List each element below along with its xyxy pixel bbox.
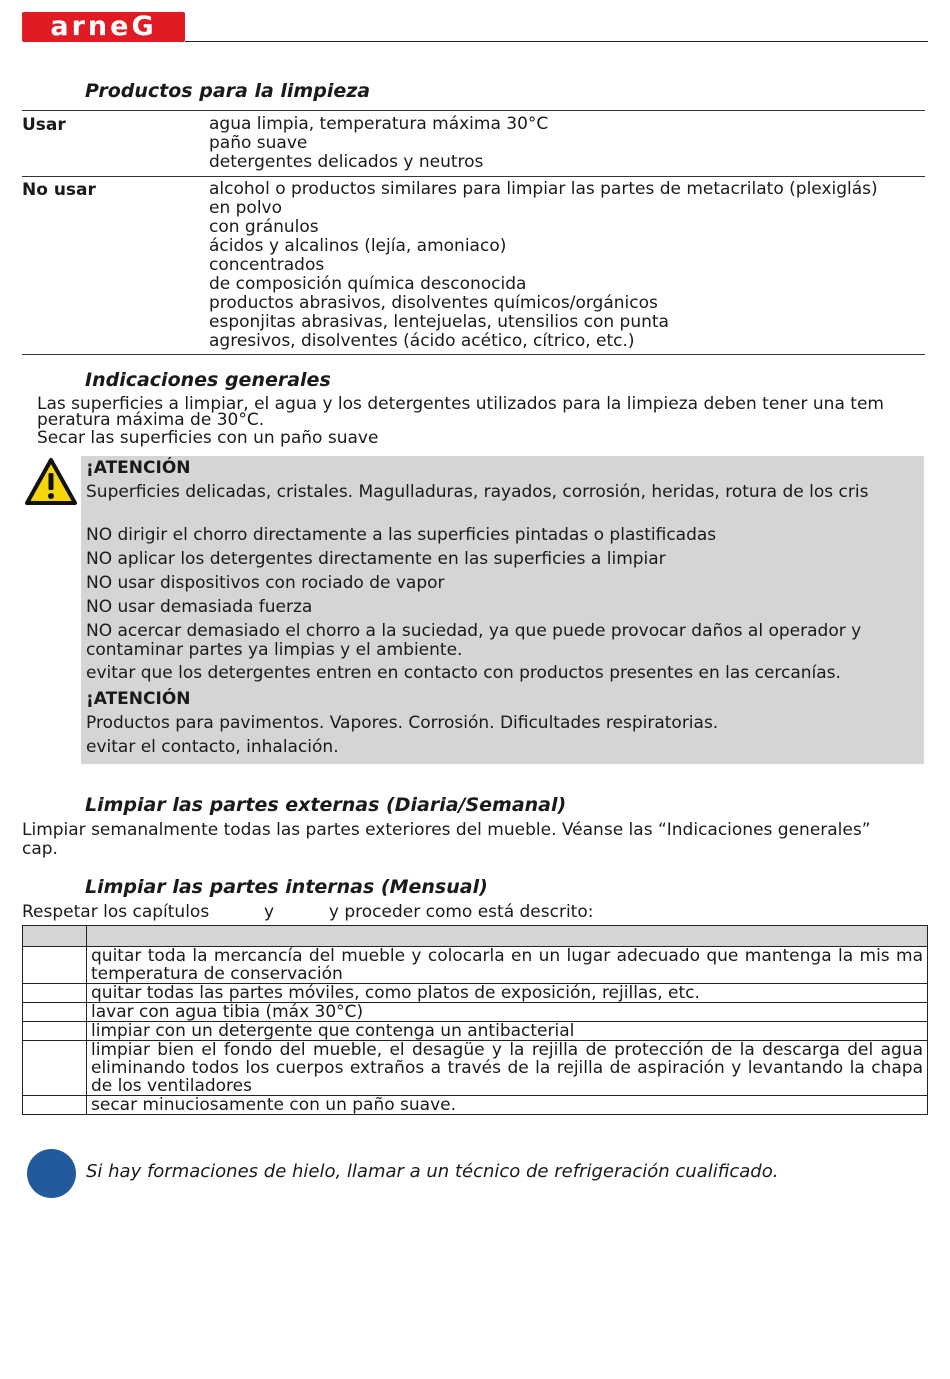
step-text: secar minuciosamente con un paño suave.: [87, 1096, 928, 1115]
table-header-row: [23, 926, 928, 947]
list-item: en polvo: [209, 198, 283, 218]
warning-triangle-icon: [24, 457, 78, 507]
external-title: Limpiar las partes externas (Diaria/Semanal): [85, 794, 567, 816]
list-item: productos abrasivos, disolventes químicos/orgánicos: [209, 293, 658, 313]
internal-intro: [22, 903, 593, 922]
list-item: agresivos, disolventes (ácido acético, cítrico, etc.): [209, 331, 635, 351]
list-item: detergentes delicados y neutros: [209, 152, 484, 172]
warning-risk: Productos para pavimentos. Vapores. Corrosión. Dificultades respiratorias.: [86, 713, 719, 733]
general-text: [37, 395, 884, 448]
list-item: alcohol o productos similares para limpiar las partes de metacrilato (plexiglás): [209, 179, 878, 199]
use-list: [209, 115, 548, 172]
info-dot-icon: [27, 1149, 76, 1198]
products-bottom-rule: [22, 354, 925, 355]
internal-intro-part: y proceder como está descrito:: [328, 902, 594, 922]
warning-item-long-cont: contaminar partes ya limpias y el ambiente.: [86, 640, 463, 660]
warning-heading: ¡ATENCIÓN: [86, 689, 191, 709]
external-line: Limpiar semanalmente todas las partes exteriores del mueble. Véanse las “Indicaciones generales”: [22, 820, 871, 840]
step-text: limpiar con un detergente que contenga un antibacterial: [87, 1022, 928, 1041]
warning-avoid: evitar que los detergentes entren en contacto con productos presentes en las cercanías.: [86, 663, 841, 683]
list-item: agua limpia, temperatura máxima 30°C: [209, 114, 549, 134]
list-item: ácidos y alcalinos (lejía, amoniaco): [209, 236, 507, 256]
products-title: Productos para la limpieza: [85, 80, 371, 102]
step-number-cell: [23, 947, 87, 984]
products-mid-rule: [22, 176, 925, 177]
warning-item-long: NO acercar demasiado el chorro a la suciedad, ya que puede provocar daños al operador y: [86, 621, 862, 641]
list-item: esponjitas abrasivas, lentejuelas, utensilios con punta: [209, 312, 669, 332]
arneg-logo: arneG: [22, 12, 185, 42]
table-row: [23, 1022, 928, 1041]
warning-item: NO usar dispositivos con rociado de vapor: [86, 573, 445, 593]
step-text: quitar toda la mercancía del mueble y colocarla en un lugar adecuado que mantenga la mis ma temperatura de conservación: [87, 947, 928, 984]
step-text: lavar con agua tibia (máx 30°C): [87, 1003, 928, 1022]
step-number-cell: [23, 1003, 87, 1022]
table-header-cell: [23, 926, 87, 947]
list-item: paño suave: [209, 133, 308, 153]
internal-title: Limpiar las partes internas (Mensual): [85, 876, 488, 898]
no-use-list: [209, 180, 878, 351]
step-number-cell: [23, 1096, 87, 1115]
warning-box: [81, 456, 924, 764]
step-text: limpiar bien el fondo del mueble, el desagüe y la rejilla de protección de la descarga del agua eliminando todos los cuerpos extraños a través de la rejilla de aspiración y levantando la chapa de los ventiladores: [87, 1041, 928, 1096]
products-top-rule: [22, 110, 925, 111]
internal-intro-part: Respetar los capítulos: [22, 902, 210, 922]
table-row: [23, 947, 928, 984]
general-line: peratura máxima de 30°C.: [37, 410, 265, 430]
warning-avoid: evitar el contacto, inhalación.: [86, 737, 339, 757]
table-header-cell: [87, 926, 928, 947]
table-row: [23, 984, 928, 1003]
no-use-label: No usar: [22, 180, 96, 200]
use-label: Usar: [22, 115, 66, 135]
general-title: Indicaciones generales: [85, 369, 331, 391]
step-number-cell: [23, 1041, 87, 1096]
warning-item: NO usar demasiada fuerza: [86, 597, 313, 617]
warning-item: NO aplicar los detergentes directamente en las superficies a limpiar: [86, 549, 666, 569]
external-line: cap.: [22, 839, 58, 859]
step-number-cell: [23, 1022, 87, 1041]
table-row: [23, 1003, 928, 1022]
step-number-cell: [23, 984, 87, 1003]
table-row: [23, 1096, 928, 1115]
note-text: Si hay formaciones de hielo, llamar a un técnico de refrigeración cualificado.: [86, 1161, 779, 1182]
warning-risk: Superficies delicadas, cristales. Magulladuras, rayados, corrosión, heridas, rotura de los cris: [86, 482, 869, 502]
general-line: Secar las superficies con un paño suave: [37, 428, 379, 448]
warning-heading: ¡ATENCIÓN: [86, 458, 191, 478]
list-item: concentrados: [209, 255, 325, 275]
cleaning-steps-table: [22, 925, 928, 1115]
general-line: Las superficies a limpiar, el agua y los detergentes utilizados para la limpieza deben tener una tem: [37, 394, 884, 414]
step-text: quitar todas las partes móviles, como platos de exposición, rejillas, etc.: [87, 984, 928, 1003]
header-divider: [185, 41, 928, 42]
external-text: [22, 821, 871, 859]
warning-item: NO dirigir el chorro directamente a las superficies pintadas o plastificadas: [86, 525, 717, 545]
list-item: con gránulos: [209, 217, 319, 237]
internal-intro-part: y: [264, 902, 275, 922]
table-row: [23, 1041, 928, 1096]
list-item: de composición química desconocida: [209, 274, 527, 294]
